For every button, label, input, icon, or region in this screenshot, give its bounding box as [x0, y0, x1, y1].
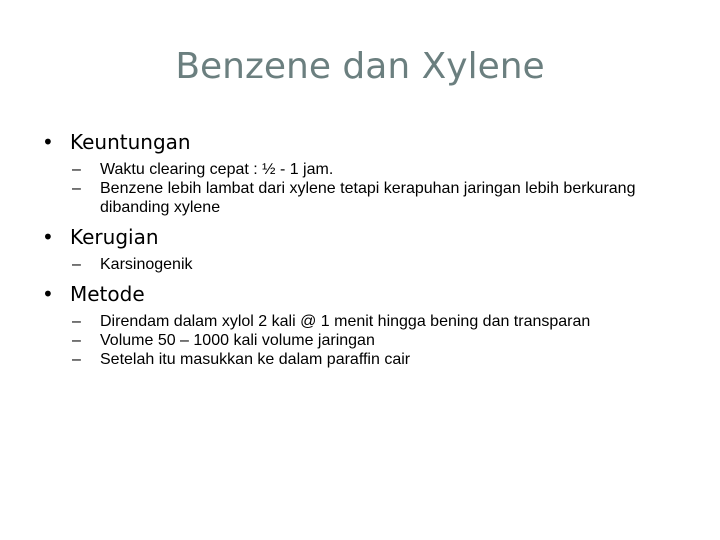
list-item-text: Waktu clearing cepat : ½ - 1 jam.	[100, 161, 334, 178]
slide-title: Benzene dan Xylene	[175, 46, 545, 87]
section-heading-label: Metode	[70, 282, 145, 306]
list-item	[42, 312, 682, 331]
section-heading-keuntungan	[42, 128, 682, 156]
dash-icon: –	[72, 313, 81, 330]
list-item	[42, 350, 682, 369]
list-item-text: Volume 50 – 1000 kali volume jaringan	[100, 332, 375, 349]
list-item-text: Karsinogenik	[100, 256, 193, 273]
dash-icon: –	[72, 180, 81, 197]
section-heading-label: Kerugian	[70, 225, 159, 249]
sub-list-keuntungan	[42, 160, 682, 217]
list-item-text: Setelah itu masukkan ke dalam paraffin cair	[100, 351, 411, 368]
list-item-text: Direndam dalam xylol 2 kali @ 1 menit hingga bening dan transparan	[100, 313, 591, 330]
dash-icon: –	[72, 332, 81, 349]
section-heading-kerugian	[42, 223, 682, 251]
slide-content	[42, 128, 682, 369]
dash-icon: –	[72, 256, 81, 273]
bullet-icon: •	[42, 225, 54, 249]
bullet-icon: •	[42, 282, 54, 306]
section-heading-metode	[42, 280, 682, 308]
sub-list-metode	[42, 312, 682, 369]
list-item-text: Benzene lebih lambat dari xylene tetapi kerapuhan jaringan lebih berkurang dibanding xylene	[100, 180, 636, 216]
sub-list-kerugian	[42, 255, 682, 274]
list-item	[42, 179, 682, 217]
section-heading-label: Keuntungan	[70, 130, 191, 154]
dash-icon: –	[72, 351, 81, 368]
list-item	[42, 160, 682, 179]
list-item	[42, 331, 682, 350]
dash-icon: –	[72, 161, 81, 178]
bullet-icon: •	[42, 130, 54, 154]
list-item	[42, 255, 682, 274]
